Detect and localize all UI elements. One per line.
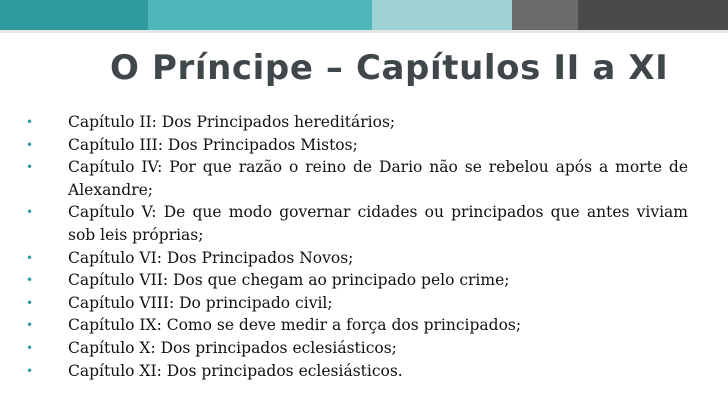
- bullet-icon: •: [26, 363, 34, 378]
- list-item-text: Capítulo V: De que modo governar cidades ou principados que antes viviam sob leis próprias;: [68, 203, 688, 244]
- list-item-text: Capítulo IX: Como se deve medir a força dos principados;: [68, 316, 522, 335]
- list-item: [26, 269, 688, 292]
- bullet-icon: •: [26, 250, 34, 265]
- band-segment-teal-light: [372, 0, 512, 30]
- bullet-icon: •: [26, 295, 34, 310]
- list-item-text: Capítulo III: Dos Principados Mistos;: [68, 135, 358, 154]
- band-segment-dark: [578, 0, 728, 30]
- list-item-text: Capítulo VII: Dos que chegam ao principado pelo crime;: [68, 271, 510, 290]
- bullet-icon: •: [26, 318, 34, 333]
- decorative-top-band: [0, 0, 728, 30]
- bullet-icon: •: [26, 273, 34, 288]
- list-item: [26, 337, 688, 360]
- list-item-text: Capítulo VIII: Do principado civil;: [68, 293, 333, 312]
- bullet-icon: •: [26, 137, 34, 152]
- slide-title: O Príncipe – Capítulos II a XI: [110, 48, 669, 88]
- list-item-text: Capítulo II: Dos Principados hereditários;: [68, 113, 396, 131]
- list-item: [26, 156, 688, 201]
- list-item-text: Capítulo XI: Dos principados eclesiásticos.: [68, 361, 403, 380]
- list-item-text: Capítulo X: Dos principados eclesiásticos;: [68, 338, 397, 357]
- bullet-icon: •: [26, 115, 34, 129]
- header-divider: [0, 30, 728, 33]
- list-item: [26, 314, 688, 337]
- list-item: [26, 292, 688, 315]
- bullet-icon: •: [26, 160, 34, 175]
- bullet-icon: •: [26, 340, 34, 355]
- list-item: [26, 134, 688, 157]
- chapter-list: [26, 111, 688, 382]
- band-segment-teal-dark: [0, 0, 148, 30]
- list-item: [26, 111, 688, 134]
- list-item-text: Capítulo IV: Por que razão o reino de Dario não se rebelou após a morte de Alexandre;: [68, 158, 688, 199]
- bullet-icon: •: [26, 205, 34, 220]
- band-segment-gray: [512, 0, 578, 30]
- list-item: [26, 201, 688, 246]
- list-item: [26, 360, 688, 383]
- list-item: [26, 247, 688, 270]
- band-segment-teal-mid: [148, 0, 372, 30]
- list-item-text: Capítulo VI: Dos Principados Novos;: [68, 248, 354, 267]
